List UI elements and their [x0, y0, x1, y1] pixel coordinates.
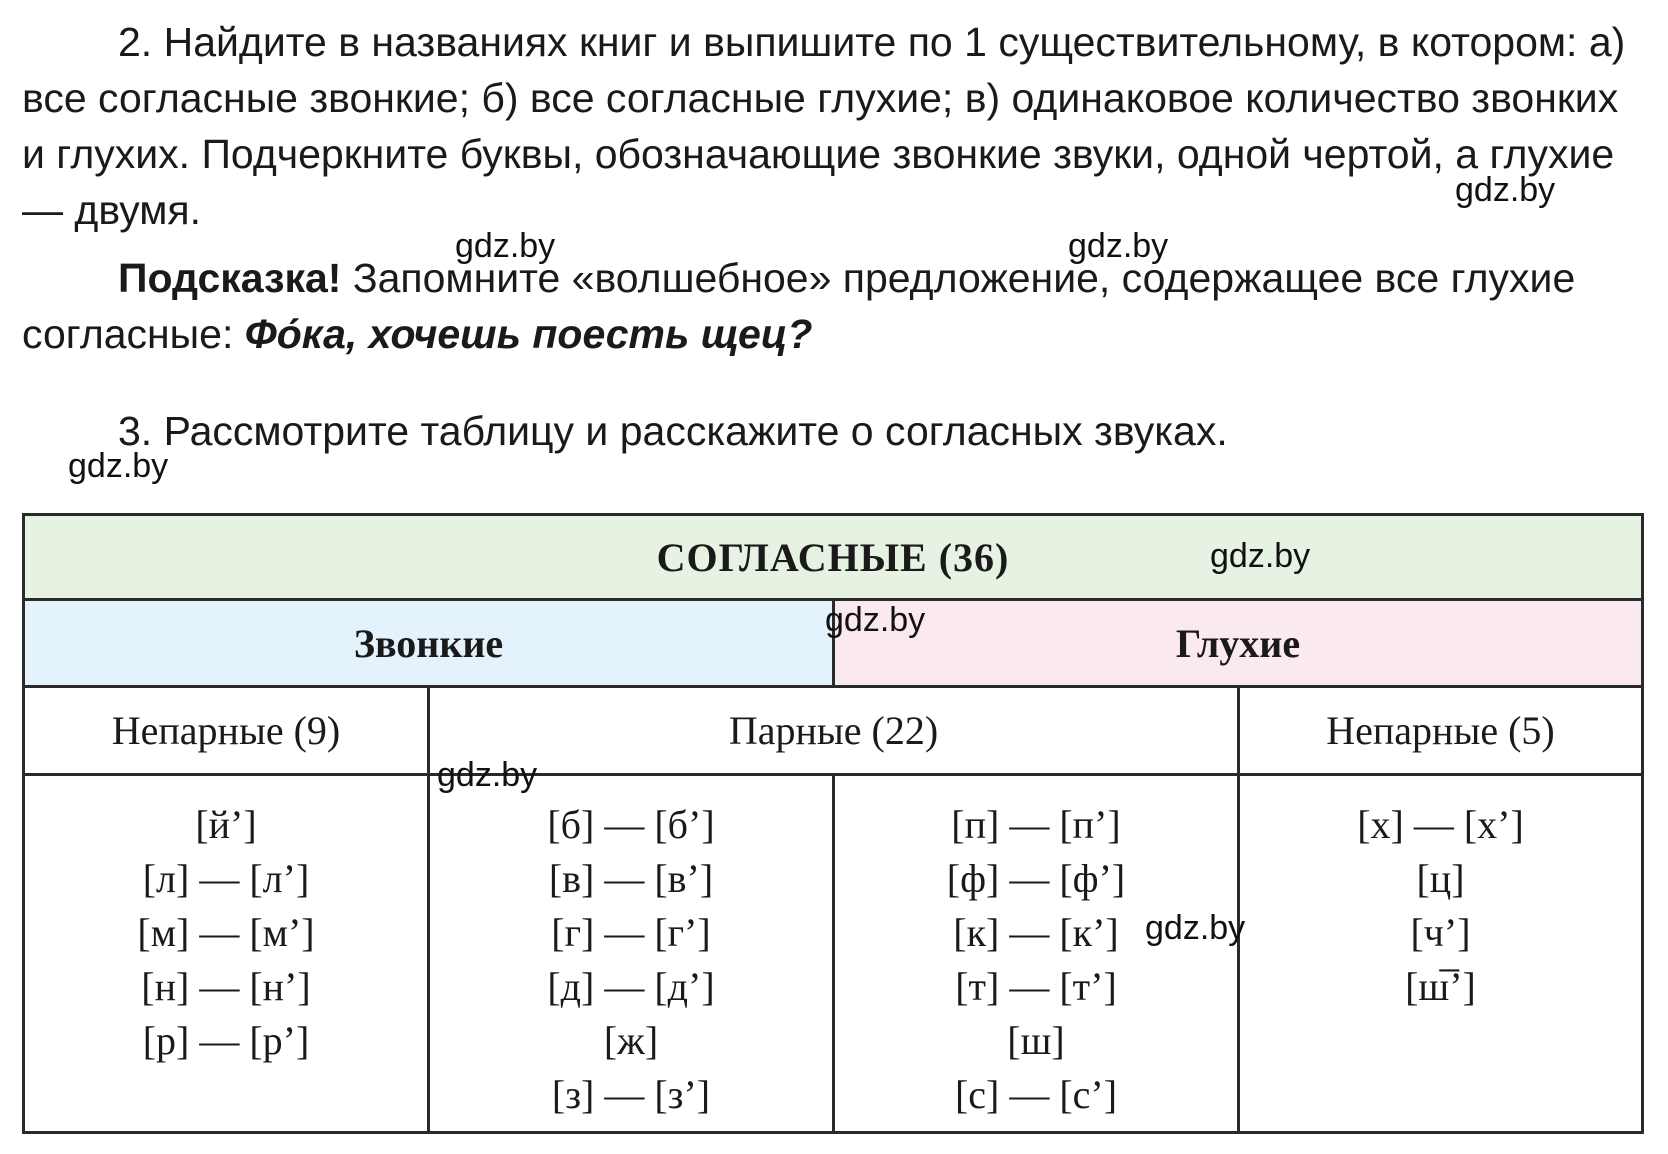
hint-phrase: Фо́ка, хочешь поесть щец?	[244, 311, 813, 357]
sound-item: [б] — [б’]	[547, 802, 715, 847]
sound-item: [г] — [г’]	[551, 910, 711, 955]
hint-text: Запомните «волшебное» предложение, содержащее все глухие согласные:	[22, 255, 1576, 357]
sound-item: [ч’]	[1410, 910, 1471, 955]
watermark: gdz.by	[825, 601, 926, 639]
sound-item: [ж]	[603, 1018, 659, 1063]
voiceless-header: Глухие	[835, 601, 1641, 688]
watermark: gdz.by	[1210, 537, 1311, 575]
watermark: gdz.by	[455, 227, 556, 265]
sound-item: [з] — [з’]	[551, 1072, 711, 1117]
watermark: gdz.by	[1455, 171, 1556, 209]
task-3-text: 3. Рассмотрите таблицу и расскажите о согласных звуках.	[118, 408, 1228, 454]
sound-item: [л] — [л’]	[142, 856, 310, 901]
sound-item: [й’]	[195, 802, 257, 847]
sound-item: [с] — [с’]	[954, 1072, 1118, 1117]
sound-item: [ш̅’]	[1405, 964, 1476, 1009]
unpaired-voiceless-column	[1240, 776, 1641, 1131]
sound-item: [д] — [д’]	[547, 964, 715, 1009]
hint-label: Подсказка!	[118, 255, 342, 301]
sound-item: [м] — [м’]	[137, 910, 315, 955]
sound-item: [х] — [х’]	[1357, 802, 1524, 847]
task-2-paragraph	[22, 14, 1648, 238]
paired-voiceless-column	[835, 776, 1240, 1131]
sound-item: [ш]	[1007, 1018, 1065, 1063]
hint-paragraph	[22, 250, 1648, 362]
watermark: gdz.by	[1068, 227, 1169, 265]
task-3-paragraph	[22, 403, 1648, 459]
sound-item: [н] — [н’]	[141, 964, 311, 1009]
sound-item: [п] — [п’]	[951, 802, 1121, 847]
sound-item: [в] — [в’]	[548, 856, 714, 901]
unpaired-voiced-header: Непарные (9)	[25, 688, 430, 776]
sound-item: [ц]	[1416, 856, 1465, 901]
paired-voiced-column	[430, 776, 835, 1131]
watermark: gdz.by	[437, 756, 538, 794]
sound-item: [к] — [к’]	[953, 910, 1119, 955]
sound-item: [ф] — [ф’]	[946, 856, 1126, 901]
table-title: СОГЛАСНЫЕ (36)	[25, 516, 1641, 601]
sound-item: [т] — [т’]	[955, 964, 1117, 1009]
task-2-text: 2. Найдите в названиях книг и выпишите по 1 существительному, в котором: а) все согласные звонкие; б) все согласные глухие; в) одинаковое количество звонких и глухих. Подчеркните буквы, обозначающие звонкие звуки, одной чертой, а глухие — двумя.	[22, 19, 1626, 233]
watermark: gdz.by	[68, 447, 169, 485]
unpaired-voiceless-header: Непарные (5)	[1240, 688, 1641, 776]
voiced-header: Звонкие	[25, 601, 835, 688]
sound-item: [р] — [р’]	[142, 1018, 310, 1063]
watermark: gdz.by	[1145, 909, 1246, 947]
unpaired-voiced-column	[25, 776, 430, 1131]
paired-header: Парные (22)	[430, 688, 1240, 776]
